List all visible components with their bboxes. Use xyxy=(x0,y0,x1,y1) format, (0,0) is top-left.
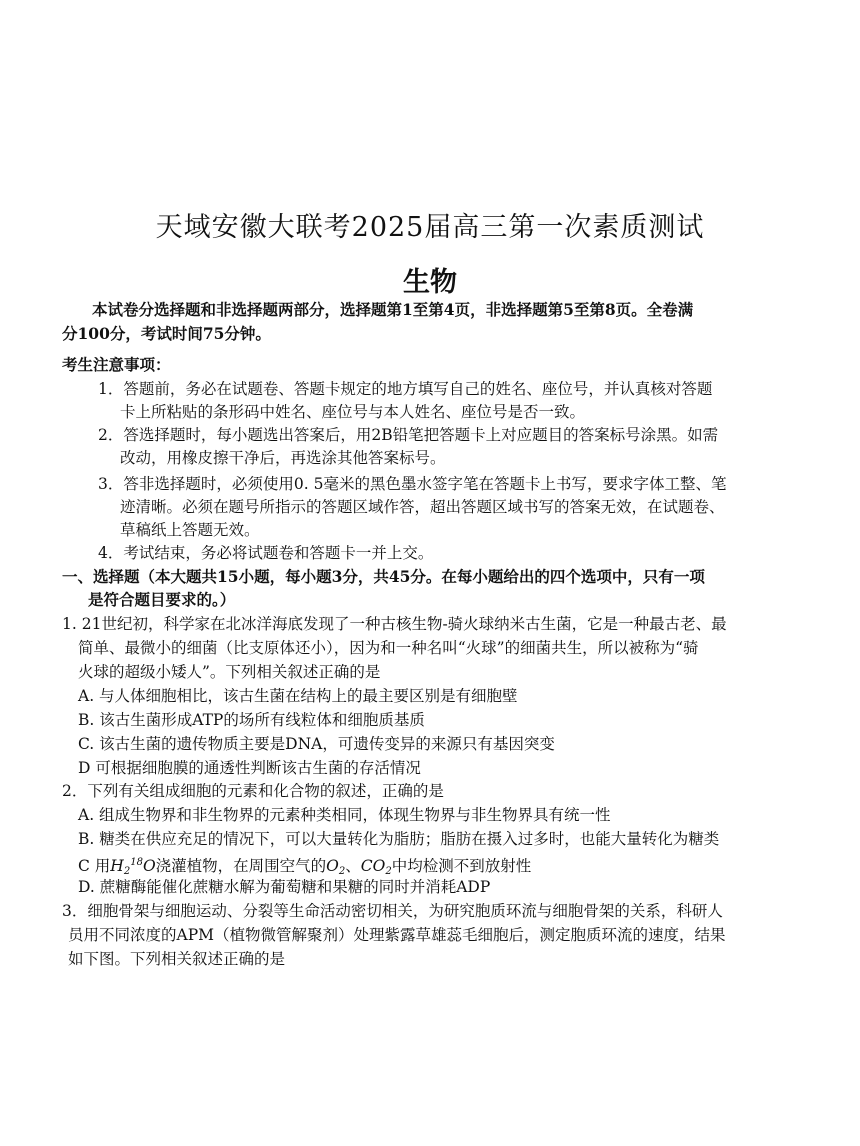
notice-item-3-line-3: 草稿纸上答题无效。 xyxy=(120,521,260,539)
q1-option-d: D 可根据细胞膜的通透性判断该古生菌的存活情况 xyxy=(78,759,421,777)
intro-line-2: 分100分，考试时间75分钟。 xyxy=(62,324,271,343)
q1-stem-line-2: 简单、最微小的细菌（比支原体还小），因为和一种名叫“火球”的细菌共生，所以被称为“骑 xyxy=(78,639,699,657)
q1-option-c: C. 该古生菌的遗传物质主要是DNA，可遗传变异的来源只有基因突变 xyxy=(78,735,555,753)
notice-item-4-line-1: 4．考试结束，务必将试题卷和答题卡一并上交。 xyxy=(98,544,434,562)
q3-stem-line-1: 3．细胞骨架与细胞运动、分裂等生命活动密切相关，为研究胞质环流与细胞骨架的关系，科研人 xyxy=(62,902,723,920)
subject-title: 生物 xyxy=(403,267,457,298)
q2-option-b: B. 糖类在供应充足的情况下，可以大量转化为脂肪；脂肪在摄入过多时，也能大量转化为糖类 xyxy=(78,830,720,848)
intro-line-1: 本试卷分选择题和非选择题两部分，选择题第1至第4页，非选择题第5至第8页。全卷满 xyxy=(92,300,694,319)
q1-option-a: A. 与人体细胞相比，该古生菌在结构上的最主要区别是有细胞壁 xyxy=(78,687,518,705)
q2-option-c-sep: 、 xyxy=(345,857,361,875)
q1-stem-line-1: 1. 21世纪初，科学家在北冰洋海底发现了一种古核生物-骑火球纳米古生菌，它是一种最古老、最 xyxy=(62,615,727,633)
carbon-dioxide-formula: $CO_2$ xyxy=(360,857,392,877)
q2-option-c-suffix: 中均检测不到放射性 xyxy=(391,857,532,875)
oxygen-formula: $O_2$ xyxy=(326,857,346,877)
q2-stem: 2．下列有关组成细胞的元素和化合物的叙述，正确的是 xyxy=(62,782,444,800)
water-formula: $H_2^{18}O$ xyxy=(110,857,156,877)
q2-option-a: A. 组成生物界和非生物界的元素种类相同，体现生物界与非生物界具有统一性 xyxy=(78,806,611,824)
page-title: 天域安徽大联考2025届高三第一次素质测试 xyxy=(155,212,705,243)
q1-stem-line-3: 火球的超级小矮人”。下列相关叙述正确的是 xyxy=(78,663,381,681)
notice-item-1-line-1: 1．答题前，务必在试题卷、答题卡规定的地方填写自己的姓名、座位号，并认真核对答题 xyxy=(98,380,713,398)
notice-item-3-line-1: 3．答非选择题时，必须使用0. 5毫米的黑色墨水签字笔在答题卡上书写，要求字体工整、笔 xyxy=(98,475,727,493)
q2-option-c-prefix: C 用 xyxy=(78,857,111,875)
notice-item-1-line-2: 卡上所粘贴的条形码中姓名、座位号与本人姓名、座位号是否一致。 xyxy=(120,403,586,421)
notice-item-2-line-1: 2．答选择题时，每小题选出答案后，用2B铅笔把答题卡上对应题目的答案标号涂黑。如需 xyxy=(98,426,719,444)
notice-item-2-line-2: 改动，用橡皮擦干净后，再选涂其他答案标号。 xyxy=(120,449,446,467)
q3-stem-line-2: 员用不同浓度的APM（植物微管解聚剂）处理紫露草雄蕊毛细胞后，测定胞质环流的速度，结果 xyxy=(68,926,726,944)
section-1-heading-line-2: 是符合题目要求的。） xyxy=(88,590,236,609)
q2-option-d: D. 蔗糖酶能催化蔗糖水解为葡萄糖和果糖的同时并消耗ADP xyxy=(78,878,491,896)
q1-option-b: B. 该古生菌形成ATP的场所有线粒体和细胞质基质 xyxy=(78,711,425,729)
section-1-heading-line-1: 一、选择题（本大题共15小题，每小题3分，共45分。在每小题给出的四个选项中，只有一项 xyxy=(62,567,705,586)
notice-item-3-line-2: 迹清晰。必须在题号所指示的答题区域作答，超出答题区域书写的答案无效，在试题卷、 xyxy=(120,498,725,516)
notice-heading: 考生注意事项： xyxy=(62,355,171,374)
q3-stem-line-3: 如下图。下列相关叙述正确的是 xyxy=(68,950,286,968)
q2-option-c-mid: 浇灌植物，在周围空气的 xyxy=(155,857,327,875)
